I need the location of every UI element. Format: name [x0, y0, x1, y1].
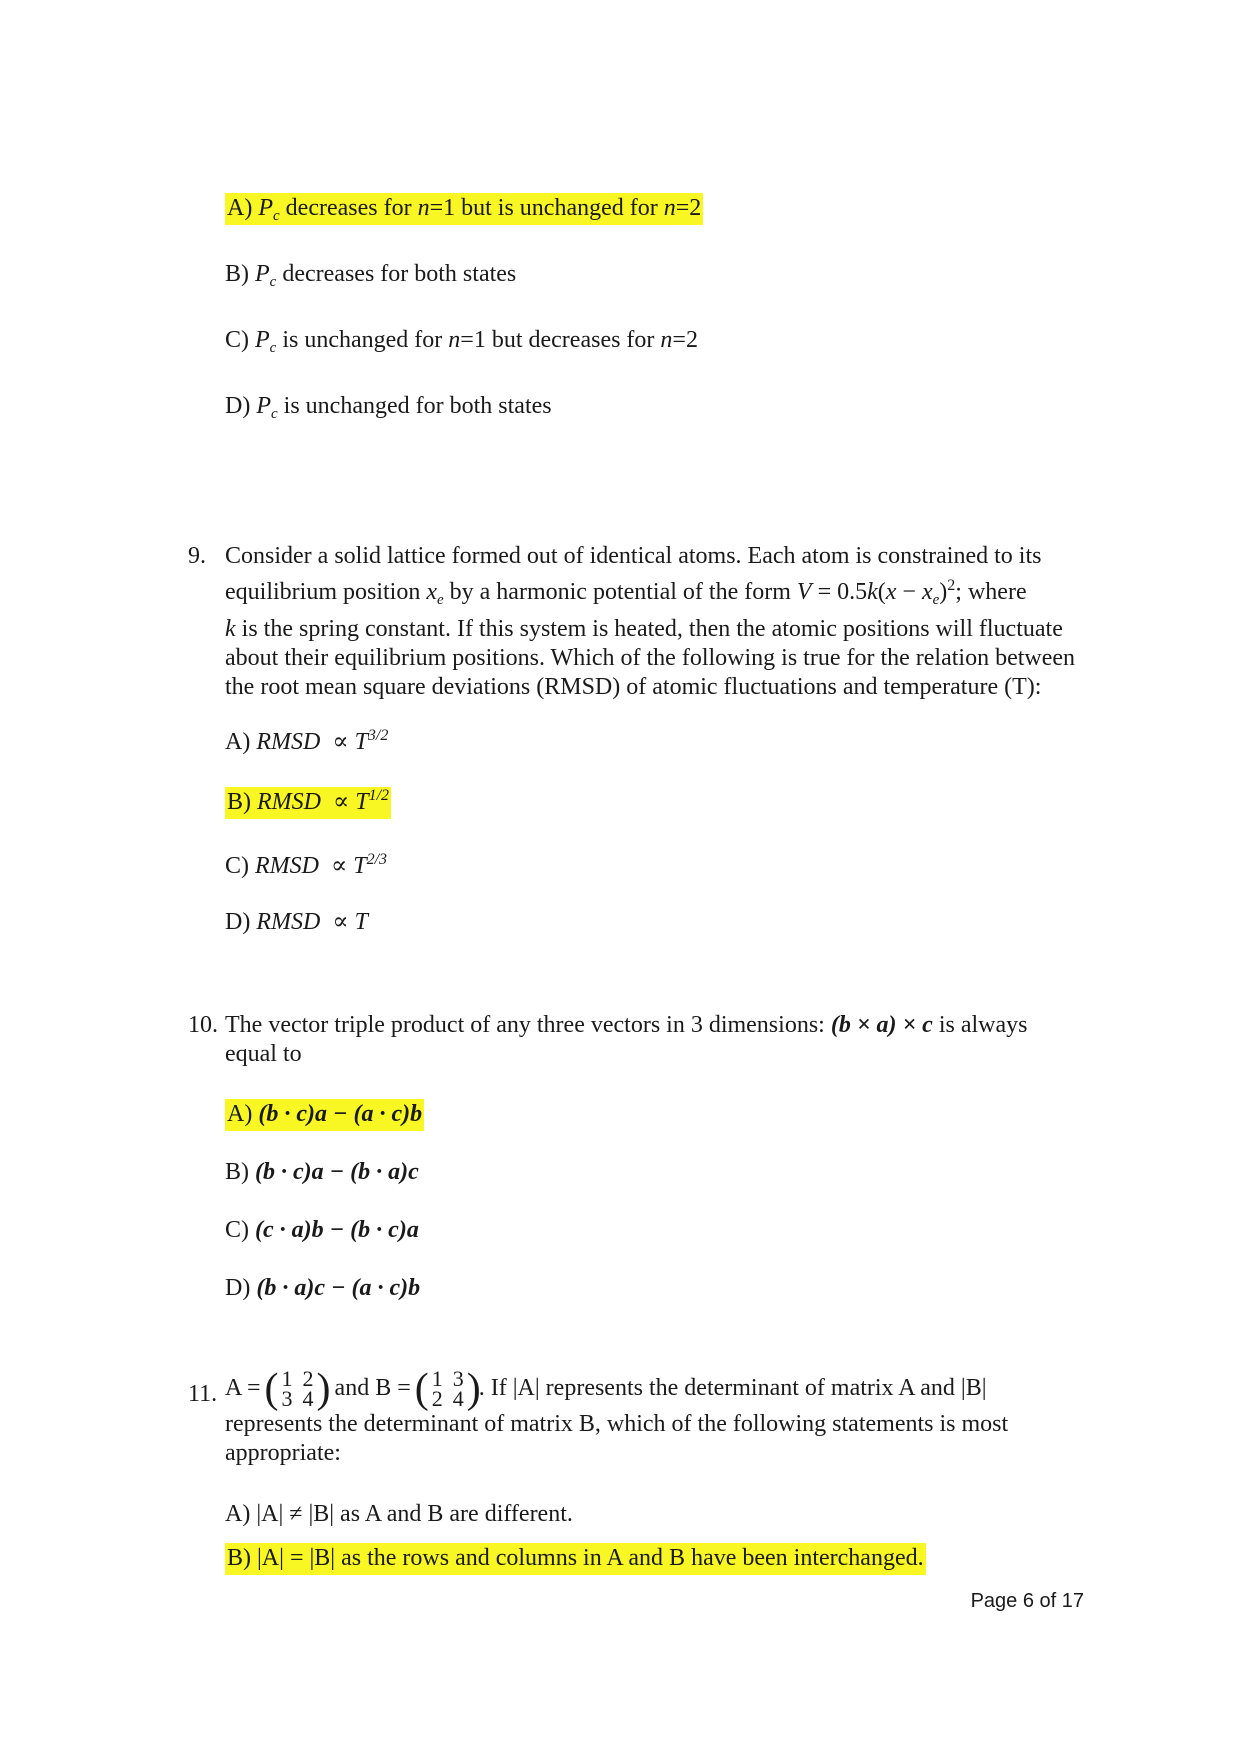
q8-option-d: D) $P_c$ is unchanged for both states: [225, 393, 552, 422]
q10-option-a: A) (b · c)a − (a · c)b: [225, 1100, 424, 1128]
q10-option-b: B) (b · c)a − (b · a)c: [225, 1159, 419, 1185]
q9-option-d: D) RMSD ∝ T: [225, 909, 368, 935]
q8-option-a: A) $P_c$ decreases for n=1 but is unchanged for n=2: [227, 195, 702, 224]
q8-option-b: B) $P_c$ decreases for both states: [225, 261, 517, 290]
q9-option-a: A) RMSD ∝ $T^{3/2}$: [225, 727, 389, 755]
q11-option-b: B) |A| = |B| as the rows and columns in A and B have been interchanged.: [225, 1544, 926, 1572]
q9-stem: Consider a solid lattice formed out of identical atoms. Each atom is constrained to its equilibrium position $x_e$ by a harmonic potential of the form $V = 0.5k(x - x_e)^2$; where k is the spring constant. If this system is heated, then the atomic positions will fluctuate about their equilibrium positions. Which of the following is true for the relation between the root mean square deviations (RMSD) of atomic fluctuations and temperature (T):: [225, 543, 1076, 700]
q9-option-c: C) RMSD ∝ $T^{2/3}$: [225, 851, 388, 879]
q8-option-c: C) $P_c$ is unchanged for n=1 but decreases for n=2: [225, 327, 698, 356]
q10-number: 10.: [188, 1012, 218, 1038]
matrix-a: ( 1 2 3 4 ): [264, 1366, 331, 1413]
q10-option-c: C) (c · a)b − (b · c)a: [225, 1217, 419, 1243]
q9-number: 9.: [188, 543, 206, 569]
q11-number: 11.: [188, 1381, 218, 1407]
page-number: Page 6 of 17: [970, 1590, 1084, 1612]
q11-stem: A = ( 1 2 3 4 ) and B = ( 1 3 2 4 ) . If |A| represents the determinant of matrix A and |B| represents the determinant of matrix B, which of the following statements is most appropriate:: [225, 1366, 1009, 1466]
q11-option-a: A) |A| ≠ |B| as A and B are different.: [225, 1501, 573, 1527]
q10-option-d: D) (b · a)c − (a · c)b: [225, 1275, 421, 1301]
q9-option-b: B) RMSD ∝ $T^{1/2}$: [225, 782, 391, 816]
q10-stem: The vector triple product of any three vectors in 3 dimensions: (b × a) × c is always equal to: [225, 1012, 1028, 1067]
matrix-b: ( 1 3 2 4 ): [414, 1366, 481, 1413]
